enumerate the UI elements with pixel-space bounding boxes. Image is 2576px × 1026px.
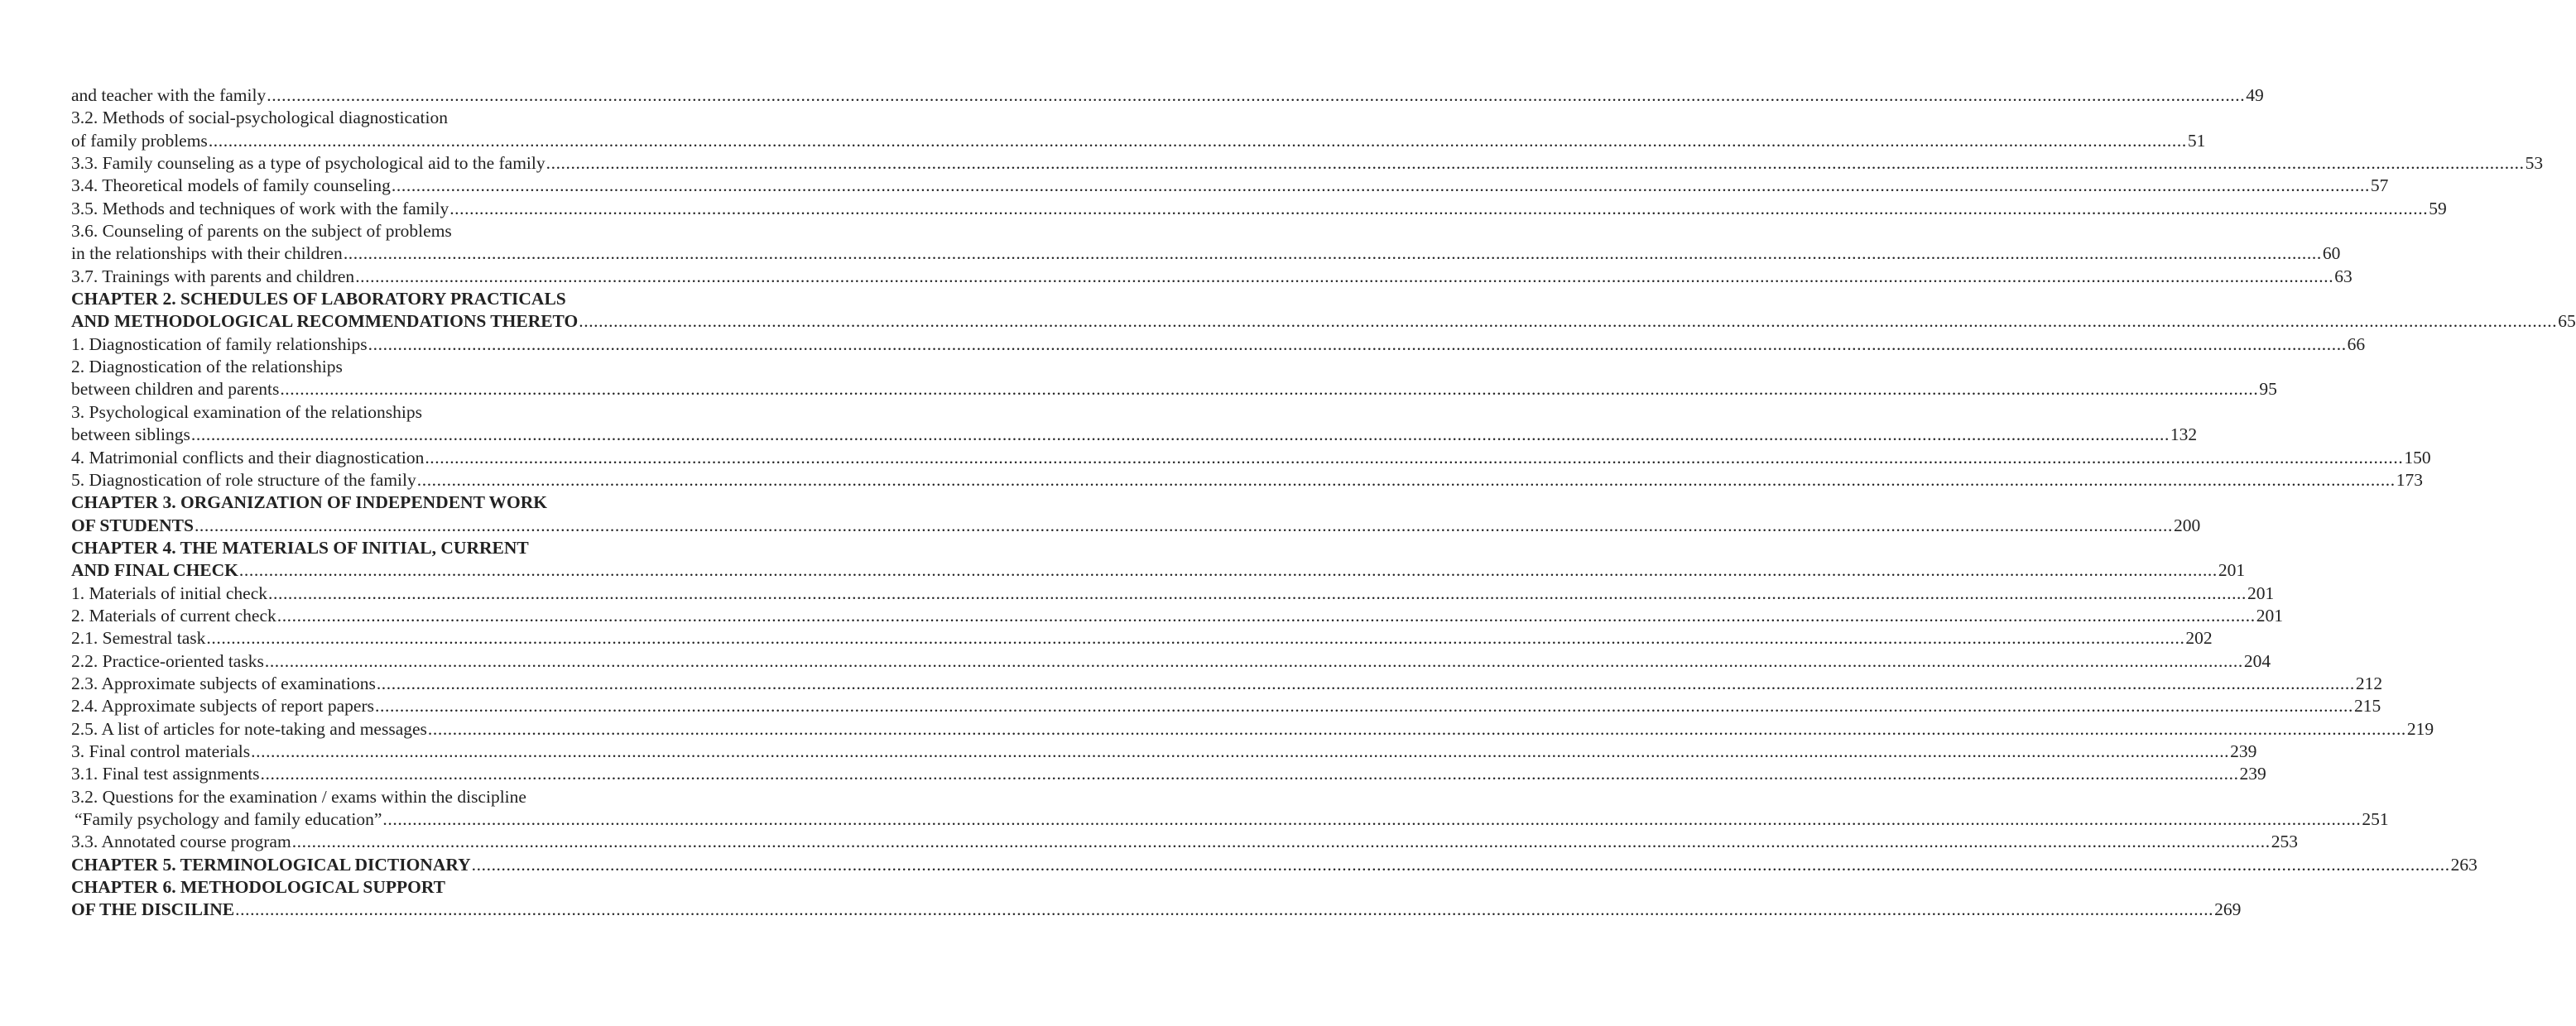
toc-page-number: 65	[2557, 310, 2576, 333]
toc-dot-leader: ................................................................................................................................................................................................................................................................................................................................................................................................................	[264, 650, 2243, 671]
toc-dot-leader: ................................................................................................................................................................................................................................................................................................................................................................................................................	[260, 764, 2239, 784]
toc-page-number: 95	[2258, 378, 2277, 400]
toc-entry	[71, 831, 2298, 853]
toc-entry-title: 2.4. Approximate subjects of report papers	[71, 695, 375, 717]
toc-page-number: 201	[2247, 583, 2274, 605]
toc-dot-leader: ................................................................................................................................................................................................................................................................................................................................................................................................................	[208, 130, 2187, 151]
toc-entry-title: 4. Matrimonial conflicts and their diagnostication	[71, 447, 425, 469]
toc-entry-title: “Family psychology and family education”	[71, 808, 382, 831]
toc-chapter-heading	[71, 854, 2477, 876]
toc-entry-row	[71, 763, 2266, 785]
toc-entry-row	[71, 786, 647, 808]
toc-dot-leader: ................................................................................................................................................................................................................................................................................................................................................................................................................	[235, 899, 2214, 920]
toc-entry-row	[71, 84, 2264, 107]
toc-entry-title: CHAPTER 5. TERMINOLOGICAL DICTIONARY	[71, 854, 472, 876]
toc-page-number: 204	[2243, 650, 2271, 673]
toc-dot-leader: ................................................................................................................................................................................................................................................................................................................................................................................................................	[449, 198, 2429, 218]
toc-page-number: 132	[2170, 424, 2197, 446]
toc-entry	[71, 695, 2381, 717]
toc-chapter-heading	[71, 537, 647, 559]
toc-page-number: 263	[2450, 854, 2477, 876]
toc-entry-row	[71, 831, 2298, 853]
toc-entry-row	[71, 401, 647, 424]
toc-entry-row	[71, 673, 2383, 695]
toc-page-number: 150	[2403, 447, 2430, 469]
toc-entry	[71, 583, 2275, 605]
toc-entry-title: 2.2. Practice-oriented tasks	[71, 650, 265, 673]
toc-entry-title: and teacher with the family	[71, 84, 267, 107]
toc-entry-row	[71, 310, 2576, 333]
toc-dot-leader: ................................................................................................................................................................................................................................................................................................................................................................................................................	[291, 832, 2271, 852]
toc-entry	[71, 378, 2277, 400]
toc-page-number: 57	[2370, 175, 2389, 197]
toc-entry-title: CHAPTER 2. SCHEDULES OF LABORATORY PRACTICALS	[71, 288, 567, 310]
toc-dot-leader: ................................................................................................................................................................................................................................................................................................................................................................................................................	[425, 447, 2404, 467]
toc-chapter-heading	[71, 559, 2246, 582]
toc-page-number: 59	[2428, 198, 2447, 220]
toc-entry-title: between children and parents	[71, 378, 280, 400]
toc-page-number: 201	[2256, 605, 2283, 627]
toc-entry-row	[71, 515, 2201, 537]
toc-entry-row	[71, 537, 647, 559]
toc-entry-row	[71, 695, 2381, 717]
toc-entry-row	[71, 175, 2389, 197]
toc-entry-title: CHAPTER 3. ORGANIZATION OF INDEPENDENT WORK	[71, 491, 548, 514]
toc-entry	[71, 242, 2341, 265]
toc-page-number: 51	[2187, 130, 2206, 152]
toc-entry-title: 3.2. Methods of social-psychological diagnostication	[71, 107, 449, 129]
toc-entry	[71, 627, 2213, 650]
toc-dot-leader: ................................................................................................................................................................................................................................................................................................................................................................................................................	[368, 333, 2347, 354]
toc-page-number: 251	[2361, 808, 2388, 831]
toc-dot-leader: ................................................................................................................................................................................................................................................................................................................................................................................................................	[251, 741, 2230, 761]
toc-entry	[71, 333, 2366, 356]
toc-entry	[71, 424, 2198, 446]
toc-dot-leader: ................................................................................................................................................................................................................................................................................................................................................................................................................	[427, 718, 2406, 739]
toc-entry-row	[71, 559, 2246, 582]
toc-dot-leader: ................................................................................................................................................................................................................................................................................................................................................................................................................	[268, 583, 2247, 603]
toc-entry	[71, 650, 2271, 673]
toc-page-number: 202	[2184, 627, 2212, 650]
table-of-contents	[71, 84, 2576, 922]
toc-dot-leader: ................................................................................................................................................................................................................................................................................................................................................................................................................	[376, 673, 2355, 693]
toc-entry-row	[71, 469, 2423, 491]
toc-entry-title: OF STUDENTS	[71, 515, 195, 537]
toc-entry	[71, 808, 2389, 831]
toc-dot-leader: ................................................................................................................................................................................................................................................................................................................................................................................................................	[267, 85, 2246, 105]
toc-dot-leader: ................................................................................................................................................................................................................................................................................................................................................................................................................	[471, 854, 2450, 875]
toc-entry-row	[71, 605, 2283, 627]
toc-chapter-heading	[71, 310, 2576, 333]
toc-entry-title: CHAPTER 6. METHODOLOGICAL SUPPORT	[71, 876, 446, 899]
toc-entry	[71, 469, 2423, 491]
toc-entry-row	[71, 107, 647, 129]
toc-dot-leader: ................................................................................................................................................................................................................................................................................................................................................................................................................	[276, 605, 2256, 626]
toc-page-number: 212	[2355, 673, 2382, 695]
toc-entry-title: 2.3. Approximate subjects of examinations	[71, 673, 377, 695]
toc-entry-row	[71, 266, 2353, 288]
toc-entry-row	[71, 198, 2447, 220]
toc-dot-leader: ................................................................................................................................................................................................................................................................................................................................................................................................................	[206, 628, 2185, 649]
toc-dot-leader: ................................................................................................................................................................................................................................................................................................................................................................................................................	[238, 560, 2218, 581]
toc-entry-row	[71, 627, 2213, 650]
toc-entry	[71, 763, 2266, 785]
toc-entry-row	[71, 447, 2431, 469]
toc-entry-row	[71, 583, 2275, 605]
toc-dot-leader: ................................................................................................................................................................................................................................................................................................................................................................................................................	[416, 469, 2396, 490]
toc-entry	[71, 84, 2264, 107]
toc-entry	[71, 266, 2353, 288]
toc-entry-row	[71, 491, 647, 514]
toc-page-number: 201	[2218, 559, 2245, 582]
toc-entry	[71, 220, 647, 242]
toc-entry-row	[71, 854, 2477, 876]
toc-entry-row	[71, 808, 2389, 831]
toc-page-number: 219	[2406, 718, 2434, 741]
toc-entry-row	[71, 718, 2434, 741]
toc-entry-title: AND METHODOLOGICAL RECOMMENDATIONS THERETO	[71, 310, 579, 333]
toc-entry-title: 3.4. Theoretical models of family counseling	[71, 175, 392, 197]
toc-entry-row	[71, 378, 2277, 400]
toc-entry-title: 1. Diagnostication of family relationships	[71, 333, 368, 356]
toc-dot-leader: ................................................................................................................................................................................................................................................................................................................................................................................................................	[579, 311, 2558, 332]
toc-entry	[71, 401, 647, 424]
toc-dot-leader: ................................................................................................................................................................................................................................................................................................................................................................................................................	[194, 515, 2173, 535]
toc-entry-row	[71, 288, 647, 310]
toc-entry-row	[71, 741, 2257, 763]
toc-dot-leader: ................................................................................................................................................................................................................................................................................................................................................................................................................	[391, 175, 2370, 196]
toc-entry-row	[71, 242, 2341, 265]
toc-page-number: 239	[2239, 763, 2266, 785]
toc-entry	[71, 741, 2257, 763]
toc-entry-title: OF THE DISCILINE	[71, 899, 235, 921]
toc-entry	[71, 356, 647, 378]
toc-dot-leader: ................................................................................................................................................................................................................................................................................................................................................................................................................	[545, 153, 2525, 174]
toc-chapter-heading	[71, 899, 2242, 921]
toc-entry-title: 2. Materials of current check	[71, 605, 277, 627]
toc-page-number: 269	[2213, 899, 2241, 921]
toc-chapter-heading	[71, 515, 2201, 537]
toc-entry	[71, 447, 2431, 469]
toc-page-number: 200	[2173, 515, 2200, 537]
toc-entry-title: AND FINAL CHECK	[71, 559, 239, 582]
toc-entry-title: 2.5. A list of articles for note-taking and messages	[71, 718, 428, 741]
toc-entry	[71, 107, 647, 129]
toc-entry-row	[71, 650, 2271, 673]
toc-page-number: 253	[2271, 831, 2298, 853]
toc-page-number: 215	[2353, 695, 2381, 717]
toc-page-number: 239	[2229, 741, 2256, 763]
toc-entry	[71, 786, 647, 808]
toc-dot-leader: ................................................................................................................................................................................................................................................................................................................................................................................................................	[382, 809, 2362, 829]
toc-dot-leader: ................................................................................................................................................................................................................................................................................................................................................................................................................	[375, 696, 2354, 717]
toc-entry-title: 1. Materials of initial check	[71, 583, 268, 605]
toc-entry-row	[71, 220, 647, 242]
toc-page-number: 63	[2333, 266, 2353, 288]
toc-entry	[71, 152, 2544, 175]
toc-entry-title: of family problems	[71, 130, 209, 152]
toc-entry-title: 3.1. Final test assignments	[71, 763, 261, 785]
toc-entry-title: 2. Diagnostication of the relationships	[71, 356, 344, 378]
toc-page-number: 173	[2396, 469, 2423, 491]
toc-chapter-heading	[71, 288, 647, 310]
toc-entry-title: 2.1. Semestral task	[71, 627, 206, 650]
toc-chapter-heading	[71, 876, 647, 899]
toc-page-number: 53	[2525, 152, 2544, 175]
toc-entry-title: 3. Psychological examination of the relationships	[71, 401, 423, 424]
toc-entry-title: 3. Final control materials	[71, 741, 251, 763]
toc-entry-title: 3.2. Questions for the examination / exams within the discipline	[71, 786, 527, 808]
toc-entry	[71, 718, 2434, 741]
toc-dot-leader: ................................................................................................................................................................................................................................................................................................................................................................................................................	[355, 266, 2334, 286]
toc-page-number: 49	[2245, 84, 2264, 107]
toc-entry-row	[71, 899, 2242, 921]
toc-entry	[71, 605, 2283, 627]
toc-page-number: 60	[2322, 242, 2341, 265]
toc-entry-row	[71, 876, 647, 899]
toc-entry-title: 3.7. Trainings with parents and children	[71, 266, 355, 288]
toc-entry-row	[71, 356, 647, 378]
toc-entry-title: 5. Diagnostication of role structure of the family	[71, 469, 417, 491]
toc-entry-title: 3.5. Methods and techniques of work with the family	[71, 198, 449, 220]
toc-page-number: 66	[2347, 333, 2366, 356]
toc-chapter-heading	[71, 491, 647, 514]
toc-entry-title: 3.6. Counseling of parents on the subject of problems	[71, 220, 453, 242]
toc-entry-title: CHAPTER 4. THE MATERIALS OF INITIAL, CURRENT	[71, 537, 530, 559]
toc-entry-title: in the relationships with their children	[71, 242, 344, 265]
toc-entry-row	[71, 152, 2544, 175]
toc-entry	[71, 198, 2447, 220]
toc-entry-row	[71, 130, 2206, 152]
toc-entry	[71, 673, 2383, 695]
toc-entry-title: 3.3. Family counseling as a type of psychological aid to the family	[71, 152, 546, 175]
toc-dot-leader: ................................................................................................................................................................................................................................................................................................................................................................................................................	[190, 424, 2170, 445]
toc-entry-row	[71, 333, 2366, 356]
toc-entry-title: between siblings	[71, 424, 191, 446]
toc-dot-leader: ................................................................................................................................................................................................................................................................................................................................................................................................................	[343, 243, 2322, 264]
toc-entry	[71, 175, 2389, 197]
toc-entry	[71, 130, 2206, 152]
toc-dot-leader: ................................................................................................................................................................................................................................................................................................................................................................................................................	[280, 379, 2259, 400]
toc-entry-title: 3.3. Annotated course program	[71, 831, 292, 853]
toc-entry-row	[71, 424, 2198, 446]
